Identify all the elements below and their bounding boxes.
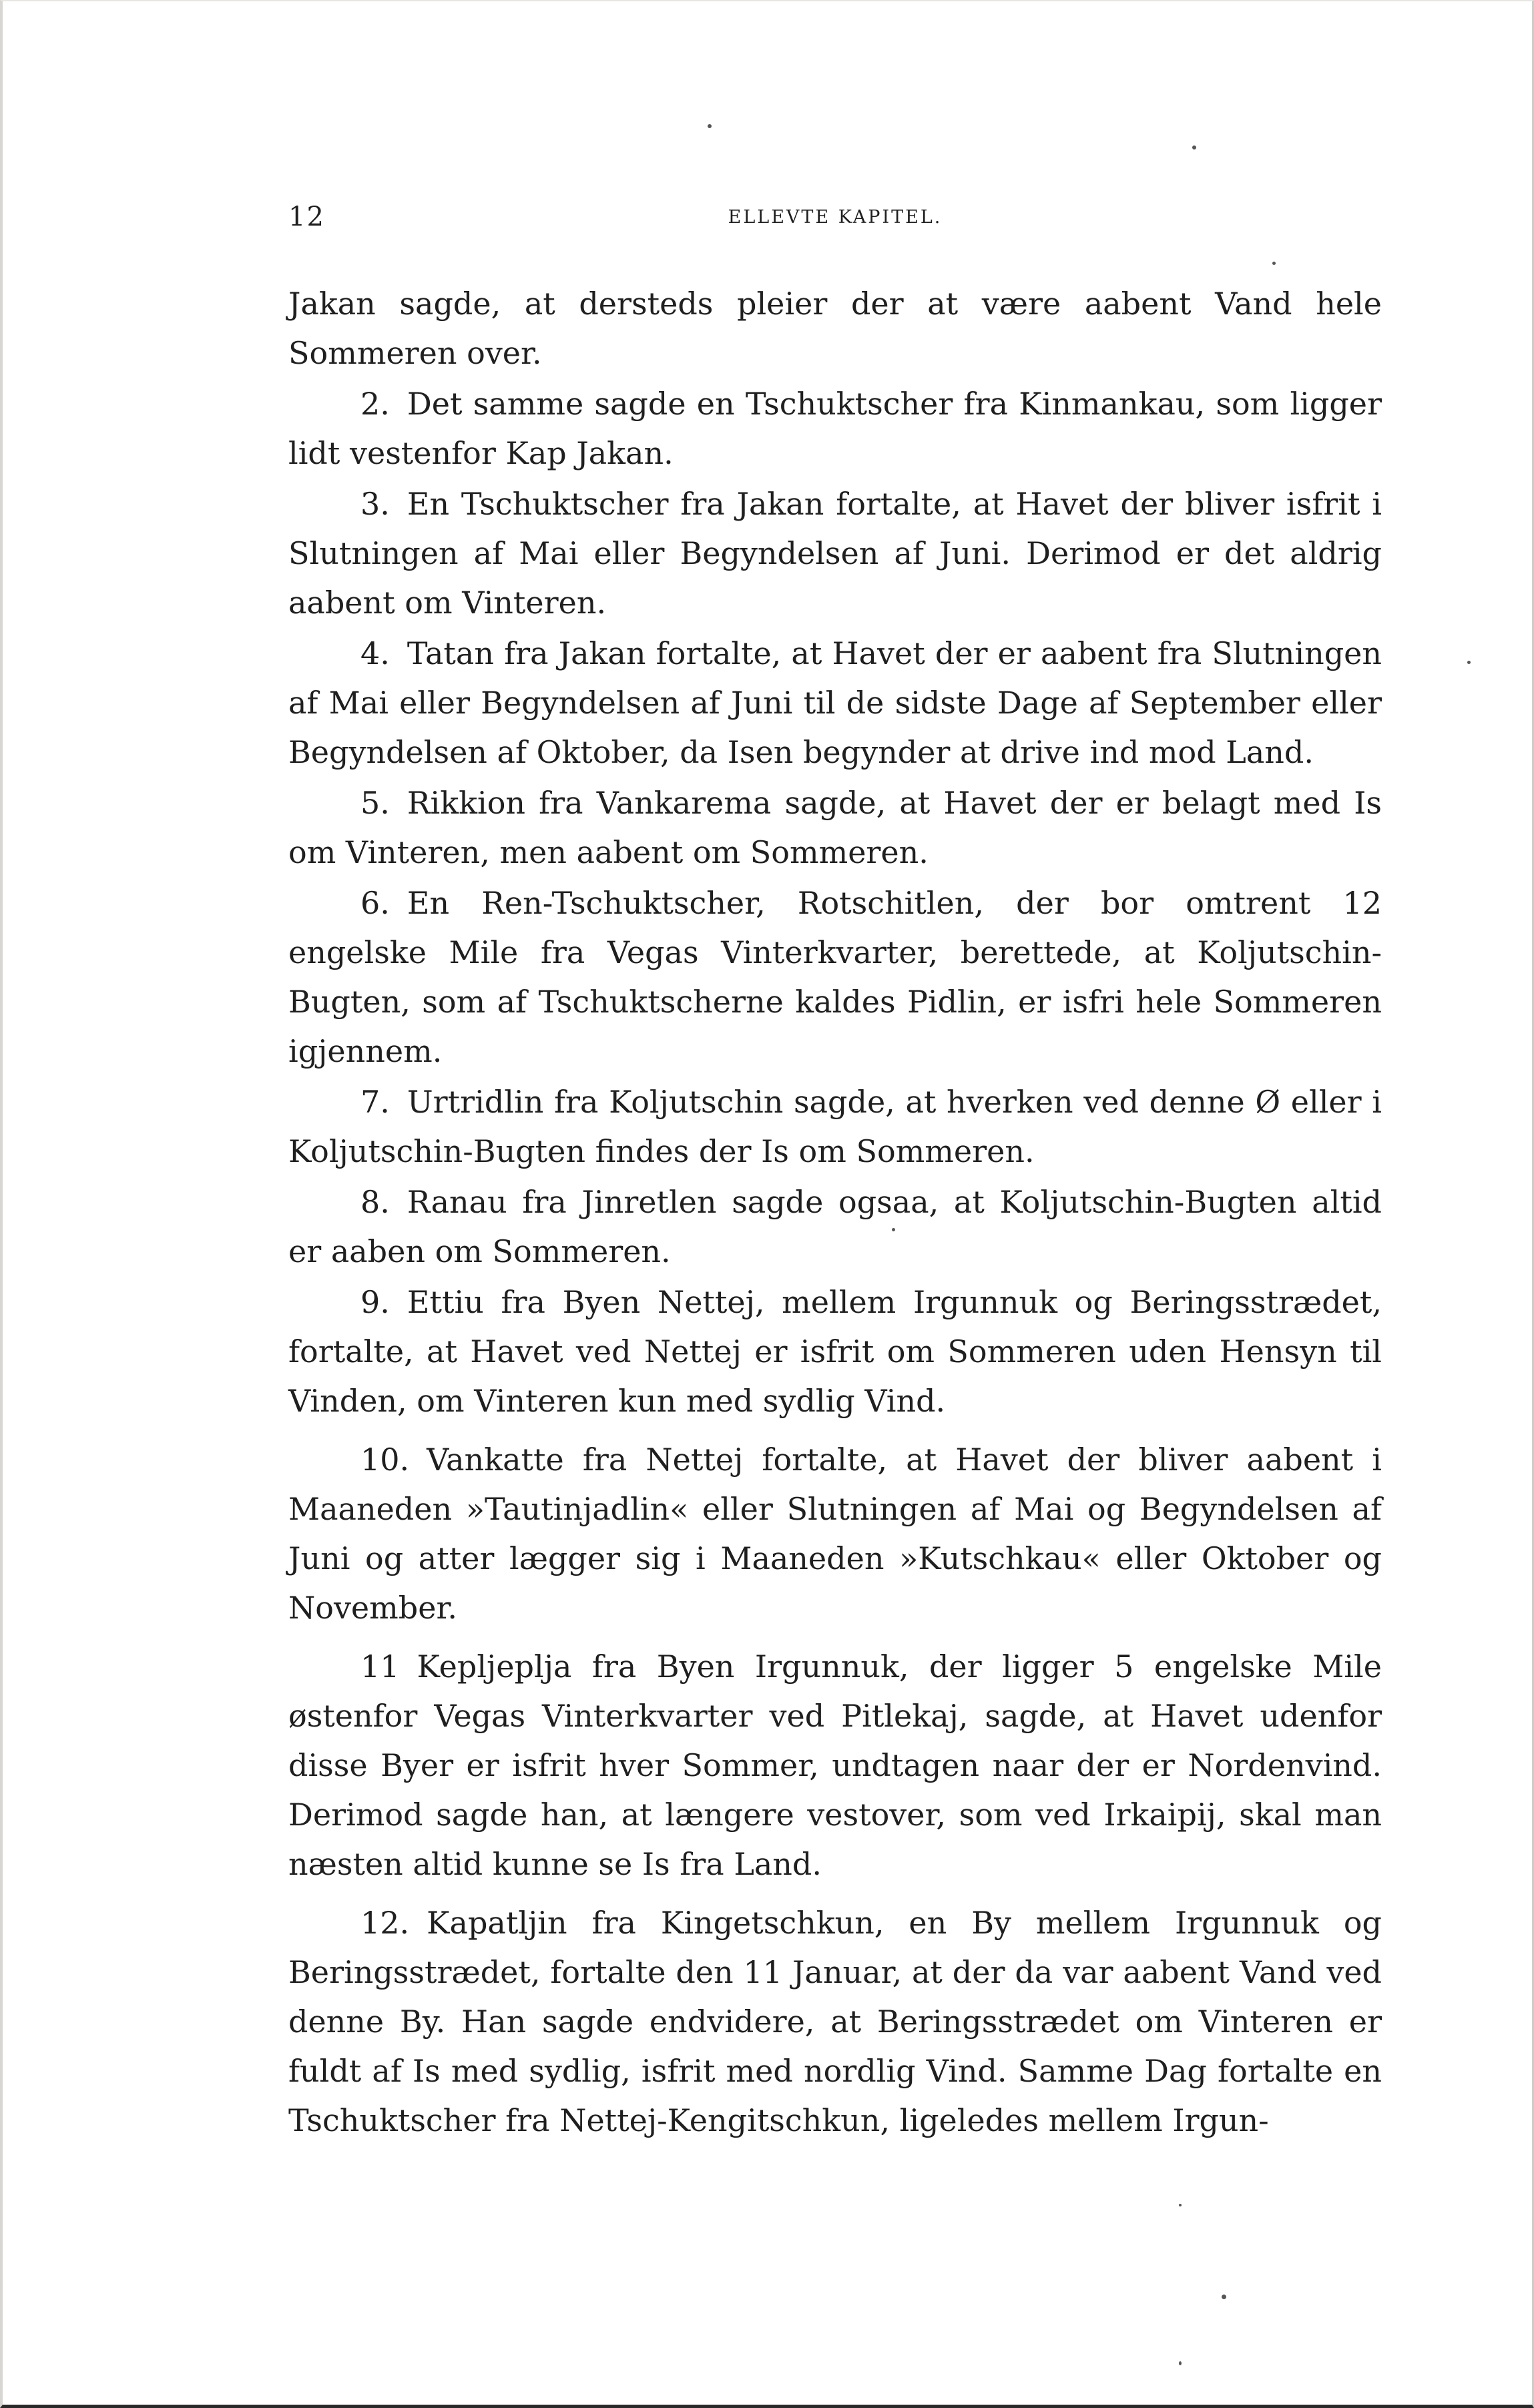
- paragraph-number: 5.: [360, 785, 390, 821]
- paragraph-number: 8.: [360, 1184, 390, 1220]
- paragraph-3: [288, 479, 1382, 627]
- scan-speck: [1192, 145, 1196, 149]
- scan-speck: [1179, 2204, 1182, 2206]
- running-head: ELLEVTE KAPITEL.: [728, 207, 943, 228]
- page-header: [288, 202, 1382, 242]
- paragraph-text: En Tschuktscher fra Jakan fortalte, at Havet der bliver isfrit i Slutningen af Mai eller Begyndelsen af Juni. Derimod er det aldrig aabent om Vinteren.: [288, 486, 1382, 621]
- paragraph-number: 4.: [360, 635, 390, 671]
- paragraph-number: 3.: [360, 486, 390, 522]
- paragraph-number: 2.: [360, 386, 390, 422]
- paragraph-number: 6.: [360, 885, 390, 921]
- paragraph-text: Jakan sagde, at dersteds pleier der at være aabent Vand hele Sommeren over.: [288, 286, 1382, 371]
- paragraph-text: Det samme sagde en Tschuktscher fra Kinmankau, som ligger lidt vestenfor Kap Jakan.: [288, 386, 1382, 471]
- scan-speck: [1179, 2361, 1182, 2365]
- page-number: 12: [288, 202, 325, 232]
- paragraph-text: Ettiu fra Byen Nettej, mellem Irgunnuk og Beringsstrædet, fortalte, at Havet ved Nettej er isfrit om Sommeren uden Hensyn til Vinden, om Vinteren kun med sydlig Vind.: [288, 1284, 1382, 1419]
- scan-speck: [1272, 262, 1276, 265]
- paragraph-number: 9.: [360, 1284, 390, 1320]
- paragraph-text: Kepljeplja fra Byen Irgunnuk, der ligger 5 engelske Mile østenfor Vegas Vinterkvarter ved Pitlekaj, sagde, at Havet udenfor disse Byer er isfrit hver Sommer, undtagen naar der er Nordenvind. Derimod sagde han, at længere vestover, som ved Irkaipij, skal man næsten altid kunne se Is fra Land.: [288, 1648, 1382, 1882]
- paragraph-text: Vankatte fra Nettej fortalte, at Havet der bliver aabent i Maaneden »Tautinjadlin« eller Slutningen af Mai og Begyndelsen af Juni og atter lægger sig i Maaneden »Kutschkau« eller Oktober og November.: [288, 1442, 1382, 1626]
- paragraph-11: [288, 1642, 1382, 1889]
- paragraph-6: [288, 878, 1382, 1076]
- paragraph-text: En Ren-Tschuktscher, Rotschitlen, der bor omtrent 12 engelske Mile fra Vegas Vinterkvarter, berettede, at Koljutschin-Bugten, som af Tschuktscherne kaldes Pidlin, er isfri hele Sommeren igjennem.: [288, 885, 1382, 1069]
- scan-speck: [1467, 661, 1471, 664]
- paragraph-continued: [288, 279, 1382, 378]
- paragraph-9: [288, 1277, 1382, 1426]
- paragraph-text: Urtridlin fra Koljutschin sagde, at hverken ved denne Ø eller i Koljutschin-Bugten findes der Is om Sommeren.: [288, 1084, 1382, 1169]
- paragraph-number: 12.: [360, 1905, 410, 1941]
- scan-speck: [892, 1228, 895, 1231]
- body-text: [288, 279, 1382, 2145]
- paragraph-text: Ranau fra Jinretlen sagde ogsaa, at Koljutschin-Bugten altid er aaben om Sommeren.: [288, 1184, 1382, 1269]
- paragraph-4: [288, 629, 1382, 777]
- paragraph-12: [288, 1898, 1382, 2145]
- paragraph-2: [288, 379, 1382, 478]
- paragraph-text: Rikkion fra Vankarema sagde, at Havet der er belagt med Is om Vinteren, men aabent om Sommeren.: [288, 785, 1382, 870]
- paragraph-number: 10.: [360, 1442, 410, 1478]
- paragraph-7: [288, 1077, 1382, 1176]
- paragraph-10: [288, 1435, 1382, 1632]
- paragraph-number: 11: [360, 1648, 400, 1685]
- paragraph-text: Kapatljin fra Kingetschkun, en By mellem Irgunnuk og Beringsstrædet, fortalte den 11 Januar, at der da var aabent Vand ved denne By. Han sagde endvidere, at Beringsstrædet om Vinteren er fuldt af Is med sydlig, isfrit med nordlig Vind. Samme Dag fortalte en Tschuktscher fra Nettej-Kengitschkun, ligeledes mellem Irgun-: [288, 1905, 1382, 2138]
- paragraph-5: [288, 778, 1382, 877]
- scan-speck: [1222, 2295, 1226, 2299]
- paragraph-text: Tatan fra Jakan fortalte, at Havet der er aabent fra Slutningen af Mai eller Begyndelsen af Juni til de sidste Dage af September eller Begyndelsen af Oktober, da Isen begynder at drive ind mod Land.: [288, 635, 1382, 770]
- scan-speck: [708, 124, 712, 128]
- paragraph-number: 7.: [360, 1084, 390, 1120]
- paragraph-8: [288, 1177, 1382, 1276]
